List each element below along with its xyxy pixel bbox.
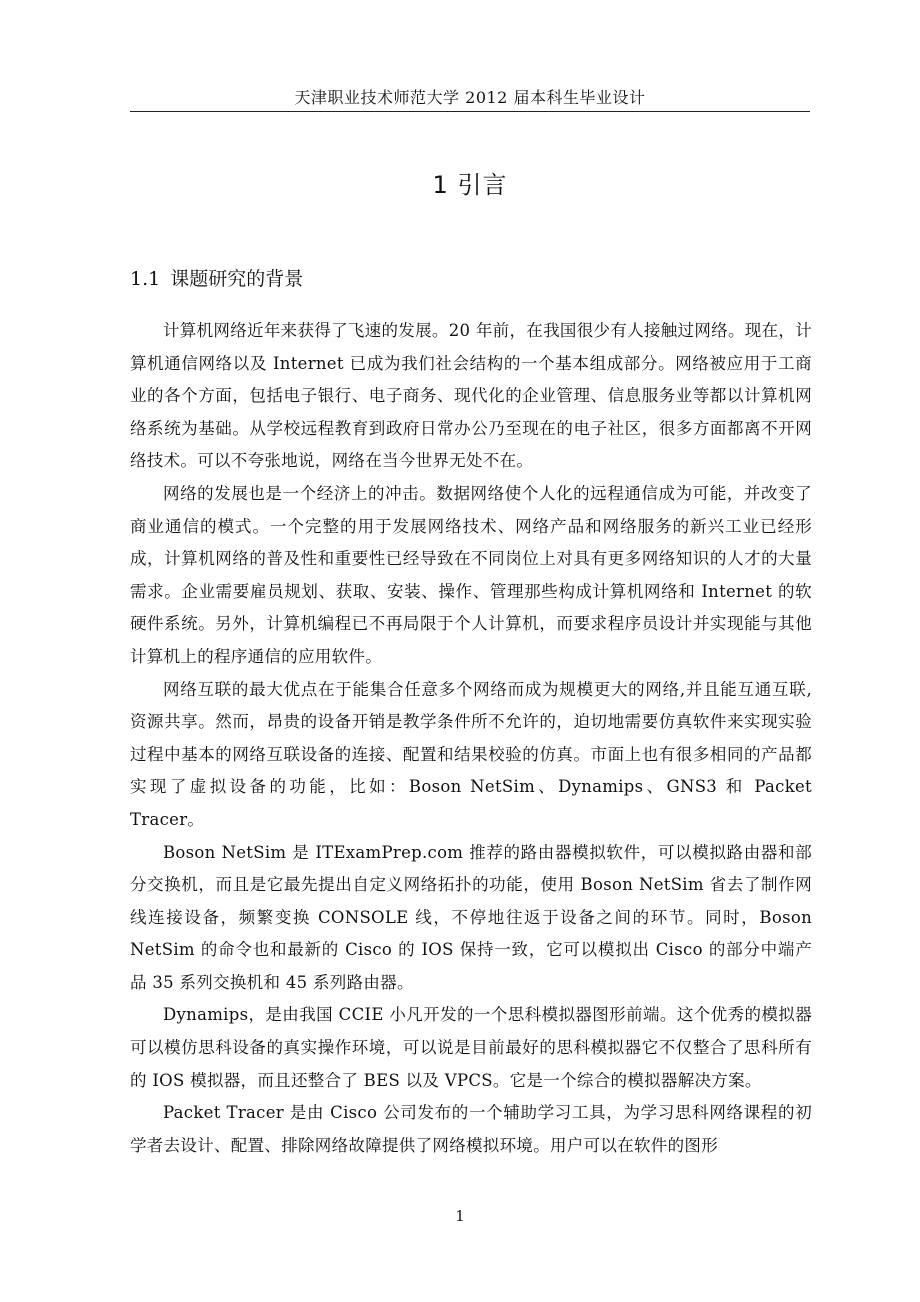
paragraph: 网络互联的最大优点在于能集合任意多个网络而成为规模更大的网络,并且能互通互联,资源共享。然而，昂贵的设备开销是教学条件所不允许的，迫切地需要仿真软件来实现实验过程中基本的网络互联设备的连接、配置和结果校验的仿真。市面上也有很多相同的产品都实现了虚拟设备的功能，比如：Boson NetSim、Dynamips、GNS3 和 Packet Tracer。 [130,679,812,829]
section-heading [130,264,303,294]
running-header: 天津职业技术师范大学 2012 届本科生毕业设计 [294,88,646,107]
header-rule [130,111,810,112]
paragraph: Packet Tracer 是由 Cisco 公司发布的一个辅助学习工具，为学习思科网络课程的初学者去设计、配置、排除网络故障提供了网络模拟环境。用户可以在软件的图形 [130,1103,812,1155]
page-number: 1 [455,1207,465,1225]
paragraph: 计算机网络近年来获得了飞速的发展。20 年前，在我国很少有人接触过网络。现在，计算机通信网络以及 Internet 已成为我们社会结构的一个基本组成部分。网络被应用于工商业的各个方面，包括电子银行、电子商务、现代化的企业管理、信息服务业等都以计算机网络系统为基础。从学校远程教育到政府日常办公乃至现在的电子社区，很多方面都离不开网络技术。可以不夸张地说，网络在当今世界无处不在。 [130,321,812,471]
section-title: 课题研究的背景 [170,268,304,290]
paragraph: Boson NetSim 是 ITExamPrep.com 推荐的路由器模拟软件，可以模拟路由器和部分交换机，而且是它最先提出自定义网络拓扑的功能，使用 Boson NetSim 省去了制作网线连接设备，频繁变换 CONSOLE 线，不停地往返于设备之间的环节。同时，Boson NetSim 的命令也和最新的 Cisco 的 IOS 保持一致，它可以模拟出 Cisco 的部分中端产品 35 系列交换机和 45 系列路由器。 [130,842,812,992]
paragraph: Dynamips，是由我国 CCIE 小凡开发的一个思科模拟器图形前端。这个优秀的模拟器可以模仿思科设备的真实操作环境，可以说是目前最好的思科模拟器它不仅整合了思科所有的 IOS 模拟器，而且还整合了 BES 以及 VPCS。它是一个综合的模拟器解决方案。 [130,1005,812,1090]
body-text [130,315,812,1162]
section-number: 1.1 [130,268,161,290]
paragraph: 网络的发展也是一个经济上的冲击。数据网络使个人化的远程通信成为可能，并改变了商业通信的模式。一个完整的用于发展网络技术、网络产品和网络服务的新兴工业已经形成，计算机网络的普及性和重要性已经导致在不同岗位上对具有更多网络知识的人才的大量需求。企业需要雇员规划、获取、安装、操作、管理那些构成计算机网络和 Internet 的软硬件系统。另外，计算机编程已不再局限于个人计算机，而要求程序员设计并实现能与其他计算机上的程序通信的应用软件。 [130,483,812,666]
chapter-title: 1 引言 [432,171,508,199]
